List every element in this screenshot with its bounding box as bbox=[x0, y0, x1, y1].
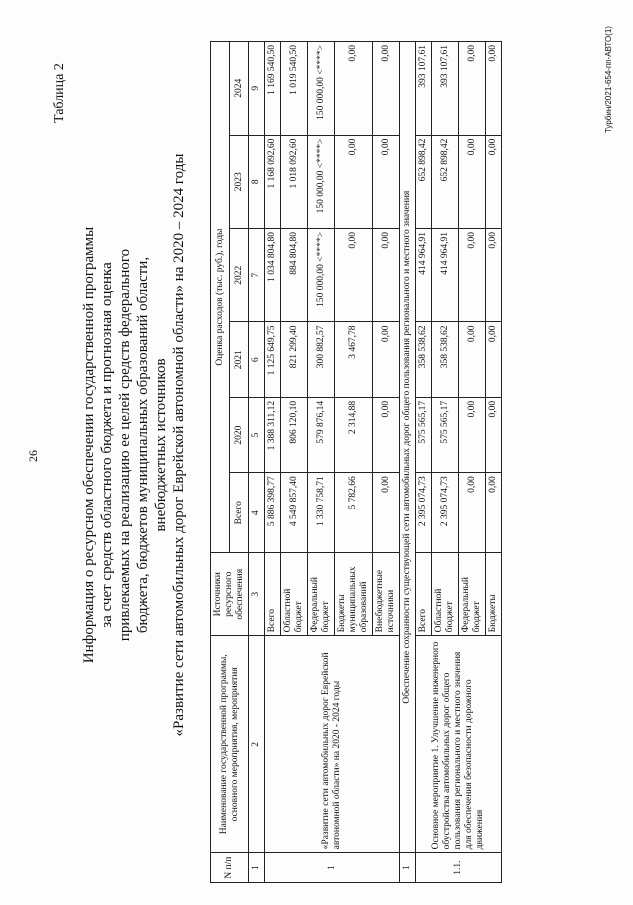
header-estimate: Оценка расходов (тыс. руб.), годы bbox=[211, 42, 230, 553]
value-cell: 821 299,40 bbox=[281, 322, 308, 397]
title-line: «Развитие сети автомобильных дорог Еврейской автономной области» на 2020 – 2024 годы bbox=[171, 153, 187, 737]
value-cell: 0,00 bbox=[373, 229, 400, 322]
value-cell: 0,00 bbox=[373, 473, 400, 553]
header-source: Источники ресурсного обеспечения bbox=[211, 553, 249, 636]
col-number: 2 bbox=[249, 636, 265, 853]
value-cell: 150 000,00 <****> bbox=[308, 229, 335, 322]
value-cell: 4 549 857,40 bbox=[281, 473, 308, 553]
value-cell: 0,00 bbox=[335, 229, 373, 322]
source-cell: Внебюджетные источники bbox=[373, 553, 400, 636]
value-cell: 0,00 bbox=[486, 322, 502, 397]
value-cell: 0,00 bbox=[459, 135, 486, 228]
resource-table bbox=[210, 41, 502, 883]
header-row bbox=[211, 42, 230, 883]
measure-num: 1.1. bbox=[416, 853, 502, 883]
value-cell: 1 168 092,60 bbox=[265, 135, 281, 228]
value-cell: 150 000,00 <****> bbox=[308, 42, 335, 136]
value-cell: 0,00 bbox=[459, 42, 486, 136]
col-number: 5 bbox=[249, 397, 265, 472]
value-cell: 806 120,10 bbox=[281, 397, 308, 472]
source-cell: Всего bbox=[265, 553, 281, 636]
value-cell: 0,00 bbox=[373, 397, 400, 472]
value-cell: 1 018 092,60 bbox=[281, 135, 308, 228]
value-cell: 0,00 bbox=[486, 473, 502, 553]
value-cell: 5 782,66 bbox=[335, 473, 373, 553]
value-cell: 414 964,91 bbox=[416, 229, 432, 322]
measure-row bbox=[416, 42, 432, 883]
value-cell: 3 467,78 bbox=[335, 322, 373, 397]
value-cell: 1 388 311,12 bbox=[265, 397, 281, 472]
col-number: 6 bbox=[249, 322, 265, 397]
title-line: за счет средств областного бюджета и прогнозная оценка bbox=[99, 262, 115, 628]
section-row bbox=[400, 42, 416, 883]
value-cell: 1 125 649,75 bbox=[265, 322, 281, 397]
value-cell: 652 898,42 bbox=[416, 135, 432, 228]
value-cell: 150 000,00 <****> bbox=[308, 135, 335, 228]
page-number: 26 bbox=[26, 450, 40, 462]
source-cell: Областной бюджет bbox=[281, 553, 308, 636]
value-cell: 575 565,17 bbox=[432, 397, 459, 472]
value-cell: 0,00 bbox=[486, 229, 502, 322]
value-cell: 0,00 bbox=[486, 42, 502, 136]
value-cell: 2 395 074,73 bbox=[416, 473, 432, 553]
source-cell: Бюджеты муниципальных образований bbox=[335, 553, 373, 636]
value-cell: 884 804,80 bbox=[281, 229, 308, 322]
value-cell: 5 886 398,77 bbox=[265, 473, 281, 553]
value-cell: 0,00 bbox=[373, 42, 400, 136]
program-name: «Развитие сети автомобильных дорог Еврейской автономной области» на 2020 - 2024 годы bbox=[265, 636, 400, 853]
source-cell: Федеральный бюджет bbox=[459, 553, 486, 636]
title-line: привлекаемых на реализацию ее целей средств федерального bbox=[117, 248, 133, 642]
program-row bbox=[265, 42, 281, 883]
header-total: Всего bbox=[230, 473, 249, 553]
value-cell: 579 876,14 bbox=[308, 397, 335, 472]
header-year: 2020 bbox=[230, 397, 249, 472]
col-number: 1 bbox=[249, 853, 265, 883]
value-cell: 358 538,62 bbox=[416, 322, 432, 397]
header-year: 2023 bbox=[230, 135, 249, 228]
header-year: 2021 bbox=[230, 322, 249, 397]
footer-code: Турбин/2021-654-пп-АВТО(1) bbox=[604, 26, 613, 133]
header-name: Наименование государственной программы, основного мероприятия, мероприятия bbox=[211, 636, 249, 853]
value-cell: 358 538,62 bbox=[432, 322, 459, 397]
value-cell: 1 169 540,50 bbox=[265, 42, 281, 136]
source-cell: Бюджеты bbox=[486, 553, 502, 636]
measure-name: Основное мероприятие 1. Улучшение инженерного обустройства автомобильных дорог общего пользования регионального и местного значения для обеспечения безопасности дорожного движения bbox=[416, 636, 502, 853]
value-cell: 0,00 bbox=[459, 322, 486, 397]
document-title bbox=[80, 135, 188, 755]
source-cell: Всего bbox=[416, 553, 432, 636]
value-cell: 0,00 bbox=[459, 397, 486, 472]
value-cell: 393 107,61 bbox=[416, 42, 432, 136]
value-cell: 575 565,17 bbox=[416, 397, 432, 472]
header-year: 2022 bbox=[230, 229, 249, 322]
value-cell: 2 314,88 bbox=[335, 397, 373, 472]
value-cell: 0,00 bbox=[459, 473, 486, 553]
header-num: N п/п bbox=[211, 853, 249, 883]
value-cell: 0,00 bbox=[486, 397, 502, 472]
value-cell: 652 898,42 bbox=[432, 135, 459, 228]
value-cell: 0,00 bbox=[486, 135, 502, 228]
value-cell: 1 019 540,50 bbox=[281, 42, 308, 136]
value-cell: 0,00 bbox=[335, 135, 373, 228]
program-num: 1 bbox=[265, 853, 400, 883]
source-cell: Областной бюджет bbox=[432, 553, 459, 636]
value-cell: 0,00 bbox=[335, 42, 373, 136]
title-line: внебюджетных источников bbox=[153, 358, 169, 532]
section-title: Обеспечение сохранности существующей сети автомобильных дорог общего пользования регионального и местного значения bbox=[400, 42, 416, 853]
value-cell: 414 964,91 bbox=[432, 229, 459, 322]
col-number: 4 bbox=[249, 473, 265, 553]
value-cell: 1 034 804,80 bbox=[265, 229, 281, 322]
col-number: 3 bbox=[249, 553, 265, 636]
value-cell: 0,00 bbox=[373, 135, 400, 228]
value-cell: 1 330 758,71 bbox=[308, 473, 335, 553]
col-number: 9 bbox=[249, 42, 265, 136]
source-cell: Федеральный бюджет bbox=[308, 553, 335, 636]
title-line: Информация о ресурсном обеспечении государственной программы bbox=[81, 226, 97, 664]
value-cell: 393 107,61 bbox=[432, 42, 459, 136]
column-number-row bbox=[249, 42, 265, 883]
value-cell: 0,00 bbox=[373, 322, 400, 397]
value-cell: 2 395 074,73 bbox=[432, 473, 459, 553]
col-number: 8 bbox=[249, 135, 265, 228]
table-label: Таблица 2 bbox=[52, 63, 67, 123]
value-cell: 0,00 bbox=[459, 229, 486, 322]
value-cell: 300 882,57 bbox=[308, 322, 335, 397]
title-line: бюджета, бюджетов муниципальных образований области, bbox=[135, 256, 151, 634]
col-number: 7 bbox=[249, 229, 265, 322]
header-year: 2024 bbox=[230, 42, 249, 136]
section-num: 1 bbox=[400, 853, 416, 883]
